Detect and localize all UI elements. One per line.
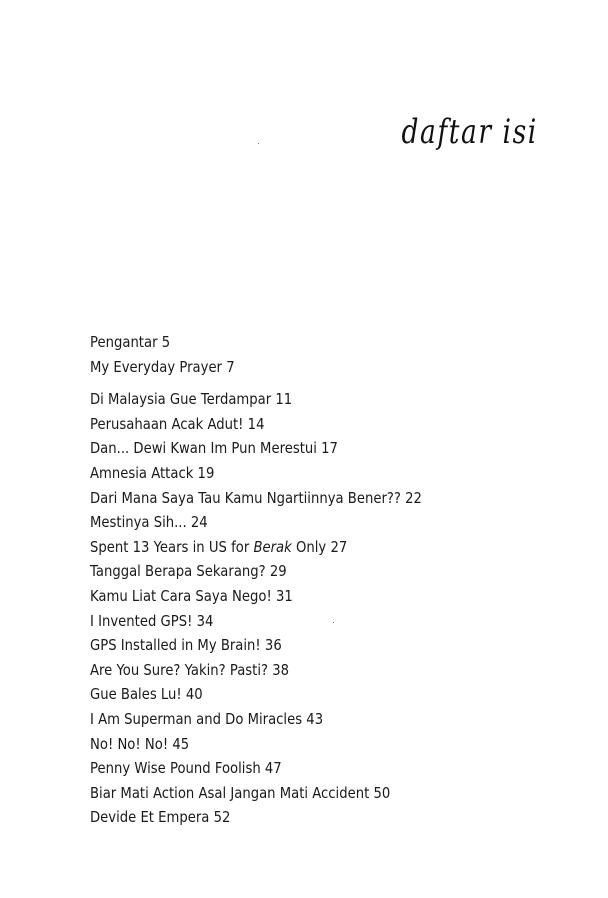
toc-entry[interactable]: [90, 756, 512, 781]
toc-entry-page: 50: [373, 783, 391, 802]
toc-entry-title: Devide Et Empera: [90, 808, 210, 827]
toc-entry[interactable]: [90, 412, 512, 437]
toc-entry-title: GPS Installed in My Brain!: [90, 636, 261, 655]
toc-entry[interactable]: [90, 732, 512, 757]
toc-entry-page: 47: [264, 759, 282, 778]
toc-entry-title: Biar Mati Action Asal Jangan Mati Accident: [90, 783, 370, 802]
toc-entry-page: 45: [172, 734, 190, 753]
toc-entry[interactable]: [90, 461, 512, 486]
toc-entry-title: Tanggal Berapa Sekarang?: [90, 562, 266, 581]
page-title: daftar isi: [401, 112, 538, 152]
toc-entry[interactable]: [90, 510, 512, 535]
toc-entry-page: 22: [405, 488, 422, 507]
toc-entry[interactable]: [90, 609, 512, 634]
toc-entry-title-part: Spent 13 Years in US for: [90, 537, 254, 556]
toc-entry-page: 27: [330, 537, 348, 556]
toc-front-matter: [90, 330, 570, 379]
toc-entry-page: 14: [247, 414, 265, 433]
toc-entry-page: 7: [226, 357, 235, 376]
toc-entry-title: Kamu Liat Cara Saya Nego!: [90, 586, 272, 605]
toc-entry[interactable]: [90, 633, 512, 658]
toc-entry-title: [90, 538, 326, 556]
toc-entry-page: 29: [269, 562, 287, 581]
toc-entry[interactable]: [90, 355, 512, 380]
toc-entry-page: 36: [264, 636, 282, 655]
toc-entry[interactable]: [90, 330, 512, 355]
toc-entry-page: 34: [196, 611, 214, 630]
toc-entry[interactable]: [90, 584, 512, 609]
toc-entry-title: Di Malaysia Gue Terdampar: [90, 390, 272, 409]
toc-entry[interactable]: [90, 486, 512, 511]
toc-entry[interactable]: [90, 535, 512, 560]
toc-entry[interactable]: [90, 658, 512, 683]
toc-entry-title: Are You Sure? Yakin? Pasti?: [90, 660, 269, 679]
toc-entry[interactable]: [90, 559, 512, 584]
toc-entry-title: I Invented GPS!: [90, 611, 193, 630]
toc-entry-title: No! No! No!: [90, 734, 169, 753]
toc-entry-page: 24: [190, 513, 208, 532]
toc-chapters: [90, 387, 570, 830]
toc-entry[interactable]: [90, 707, 512, 732]
toc-entry-page: 5: [161, 333, 171, 351]
toc-entry-title: Dan... Dewi Kwan Im Pun Merestui: [90, 439, 317, 458]
toc-entry-page: 31: [275, 586, 293, 605]
toc-entry-page: 52: [213, 808, 231, 827]
table-of-contents: [90, 330, 570, 830]
scan-speck: [258, 143, 259, 144]
toc-entry-page: 11: [275, 390, 293, 409]
toc-entry[interactable]: [90, 781, 512, 806]
toc-entry[interactable]: [90, 436, 512, 461]
toc-entry[interactable]: [90, 805, 512, 830]
toc-entry-title: Perusahaan Acak Adut!: [90, 414, 244, 433]
toc-entry-page: 43: [306, 709, 324, 728]
toc-entry-page: 38: [272, 660, 290, 679]
toc-entry-title: Mestinya Sih...: [90, 513, 187, 532]
toc-entry[interactable]: [90, 682, 512, 707]
toc-entry[interactable]: [90, 387, 512, 412]
toc-entry-title: Pengantar: [90, 333, 158, 351]
toc-entry-title: I Am Superman and Do Miracles: [90, 709, 303, 728]
toc-entry-title-emphasis: Berak: [253, 537, 292, 556]
toc-entry-page: 19: [197, 463, 215, 482]
toc-entry-title: Penny Wise Pound Foolish: [90, 759, 261, 778]
toc-entry-page: 17: [321, 439, 338, 458]
toc-entry-page: 40: [185, 685, 203, 704]
toc-entry-title: Dari Mana Saya Tau Kamu Ngartiinnya Bener??: [90, 488, 401, 507]
toc-entry-title-part: Only: [291, 537, 327, 556]
toc-entry-title: Gue Bales Lu!: [90, 685, 182, 704]
toc-entry-title: Amnesia Attack: [90, 463, 194, 482]
toc-entry-title: My Everyday Prayer: [90, 357, 222, 376]
